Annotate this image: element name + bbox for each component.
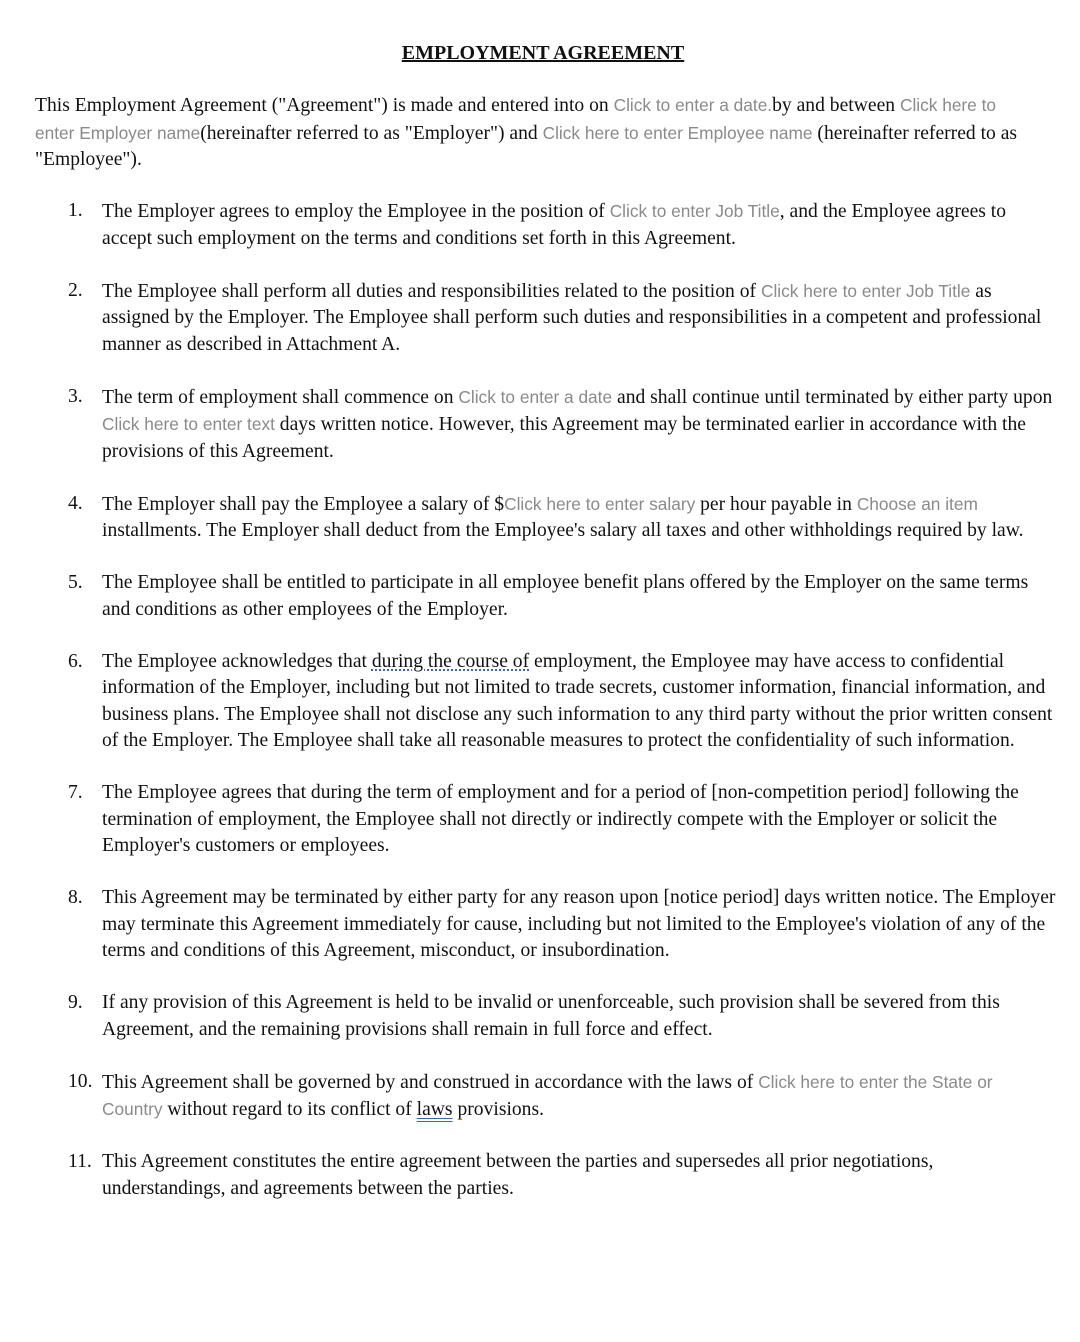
body-text: provisions. [452,1099,545,1120]
body-text: This Employment Agreement ("Agreement") is made and entered into on [35,95,614,116]
body-text: This Agreement shall be governed by and construed in accordance with the laws of [102,1071,759,1093]
clause-item [0,990,1057,1043]
clause-item [0,570,1057,623]
body-text: per hour payable in [695,493,857,515]
clause-item [0,649,1057,755]
body-text: The Employee agrees that during the term of employment and for a period of [non-competition period] following the termination of employment, the Employee shall not directly or indirectly compete with the Employer or solicit the Employer's customers or employees. [102,782,1019,856]
clause-number: 7. [68,782,83,803]
clause-number: 11. [68,1151,92,1172]
body-text: This Agreement constitutes the entire agreement between the parties and supersedes all prior negotiations, understandings, and agreements between the parties. [102,1151,934,1199]
clause-number: 4. [68,492,83,514]
clause-number: 10. [68,1070,93,1092]
clause-number: 3. [68,385,83,407]
intro-paragraph [35,92,1035,174]
placeholder-field[interactable]: Click here to enter Employee name [542,122,813,143]
document-title: EMPLOYMENT AGREEMENT [401,42,685,64]
placeholder-field[interactable]: Click here to enter Employer name [35,95,997,143]
placeholder-field[interactable]: Choose an item [856,493,978,514]
clause-number: 9. [68,992,83,1013]
body-text: as assigned by the Employer. The Employee shall perform such duties and responsibilities in a competent and professional manner as described in Attachment A. [102,280,1042,355]
clause-item [0,278,1057,359]
placeholder-field[interactable]: Click here to enter the State or Country [102,1071,993,1119]
body-text: days written notice. However, this Agreement may be terminated earlier in accordance with the provisions of this Agreement. [102,414,1026,462]
clause-item [0,780,1057,860]
clause-list [0,198,1080,1228]
clause-number: 1. [68,200,83,221]
placeholder-field[interactable]: Click to enter a date [458,386,613,407]
placeholder-field[interactable]: Click to enter Job Title [609,201,780,221]
clause-item [0,1069,1057,1124]
body-text: The Employer agrees to employ the Employee in the position of [102,201,610,222]
body-text: The Employee shall be entitled to participate in all employee benefit plans offered by the Employer on the same terms and conditions as other employees of the Employer. [102,572,1029,620]
placeholder-field[interactable]: Click to enter a date. [613,95,773,115]
clause-number: 5. [68,572,83,593]
body-text: The Employee acknowledges that [102,650,372,672]
grammar-flagged-text: during the course of [371,650,530,672]
body-text: and shall continue until terminated by either party upon [612,386,1053,408]
body-text: , and the Employee agrees to accept such employment on the terms and conditions set forth in this Agreement. [102,201,1007,249]
clause-number: 6. [68,650,83,672]
body-text: installments. The Employer shall deduct from the Employee's salary all taxes and other withholdings required by law. [102,520,1024,541]
body-text: This Agreement may be terminated by either party for any reason upon [notice period] days written notice. The Employer may terminate this Agreement immediately for cause, including but not limited to the Employee's violation of any of the terms and conditions of this Agreement, misconduct, or insubordination. [102,887,1056,961]
clause-number: 8. [68,887,83,908]
body-text: without regard to its conflict of [162,1099,417,1120]
body-text: by and between [772,95,900,116]
clause-item [0,491,1057,545]
clause-item [0,198,1057,252]
clause-item [0,1149,1057,1202]
clause-item [0,885,1057,965]
placeholder-field[interactable]: Click here to enter Job Title [760,280,971,301]
body-text: The term of employment shall commence on [102,386,459,408]
placeholder-field[interactable]: Click here to enter text [102,414,275,434]
body-text: (hereinafter referred to as "Employee"). [35,122,1018,170]
clause-number: 2. [68,279,83,301]
body-text: The Employer shall pay the Employee a salary of $ [102,493,505,515]
body-text: (hereinafter referred to as "Employer") and [200,122,543,144]
body-text: employment, the Employee may have access to confidential information of the Employer, including but not limited to trade secrets, customer information, financial information, and business plans. The Employee shall not disclose any such information to any third party without the prior written consent of the Employer. The Employee shall take all reasonable measures to protect the confidentiality of such information. [102,650,1053,751]
spelling-flagged-text: laws [416,1099,453,1120]
clause-item [0,384,1057,466]
body-text: If any provision of this Agreement is held to be invalid or unenforceable, such provision shall be severed from this Agreement, and the remaining provisions shall remain in full force and effect. [102,992,1000,1040]
placeholder-field[interactable]: Click here to enter salary [504,493,696,514]
body-text: The Employee shall perform all duties and responsibilities related to the position of [102,280,761,302]
